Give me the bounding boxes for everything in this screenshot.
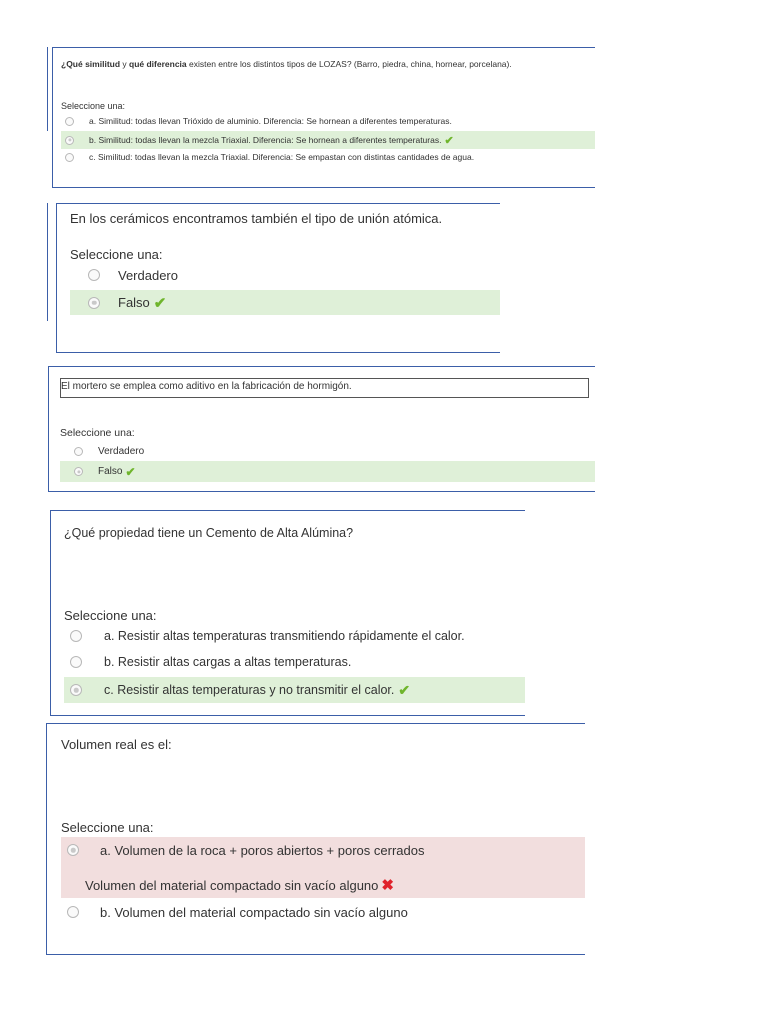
option-label: a. Similitud: todas llevan Trióxido de aluminio. Diferencia: Se hornean a diferentes temperaturas. xyxy=(89,116,452,126)
option-label: a. Volumen de la roca + poros abiertos + poros cerrados xyxy=(100,842,425,858)
question-4-option-c[interactable] xyxy=(64,677,525,703)
question-5-select-label: Seleccione una: xyxy=(61,820,154,835)
radio-button-selected[interactable] xyxy=(88,297,100,309)
question-2-text: En los cerámicos encontramos también el tipo de unión atómica. xyxy=(70,211,443,226)
cross-icon: ✖ xyxy=(381,877,394,894)
question-2-option-false[interactable] xyxy=(70,290,500,315)
option-label: Verdadero xyxy=(118,267,178,283)
radio-button-selected[interactable] xyxy=(74,467,83,476)
question-4-text: ¿Qué propiedad tiene un Cemento de Alta Alúmina? xyxy=(64,526,354,540)
question-5-panel xyxy=(0,720,768,980)
radio-button[interactable] xyxy=(65,117,74,126)
question-1-panel xyxy=(0,0,768,200)
option-label: c. Similitud: todas llevan la mezcla Triaxial. Diferencia: Se empastan con distintas cantidades de agua. xyxy=(89,152,475,162)
option-label: Falso xyxy=(98,466,123,477)
option-label: b. Resistir altas cargas a altas temperaturas. xyxy=(104,655,352,669)
radio-button[interactable] xyxy=(70,656,82,668)
radio-button[interactable] xyxy=(88,269,100,281)
question-3-panel xyxy=(0,360,768,500)
question-2-option-true[interactable] xyxy=(70,263,500,287)
checkmark-icon: ✔ xyxy=(444,134,454,147)
radio-button[interactable] xyxy=(70,630,82,642)
question-3-option-true[interactable] xyxy=(60,442,595,460)
checkmark-icon: ✔ xyxy=(398,681,411,698)
question-2-panel xyxy=(0,200,768,360)
question-3-text: El mortero se emplea como aditivo en la fabricación de hormigón. xyxy=(61,381,352,392)
question-1-option-b[interactable] xyxy=(61,131,595,149)
option-label: b. Volumen del material compactado sin vacío alguno xyxy=(100,904,408,920)
radio-button[interactable] xyxy=(67,906,79,918)
radio-button-selected[interactable] xyxy=(65,136,74,145)
question-3-option-false[interactable] xyxy=(60,461,595,482)
question-1-bold-1: ¿Qué similitud xyxy=(61,59,121,69)
feedback-text: Volumen del material compactado sin vacío alguno xyxy=(85,877,379,893)
option-label: a. Resistir altas temperaturas transmitiendo rápidamente el calor. xyxy=(104,629,465,643)
radio-button[interactable] xyxy=(65,153,74,162)
question-1-option-a[interactable] xyxy=(61,113,595,129)
question-5-option-a-block xyxy=(61,837,585,898)
option-label: c. Resistir altas temperaturas y no transmitir el calor. xyxy=(104,683,395,697)
question-1-option-c[interactable] xyxy=(61,149,595,165)
question-1-bold-2: qué diferencia xyxy=(129,59,187,69)
option-label: b. Similitud: todas llevan la mezcla Triaxial. Diferencia: Se hornean a diferentes temperaturas. xyxy=(89,135,442,145)
question-1-select-label: Seleccione una: xyxy=(61,101,126,111)
radio-button[interactable] xyxy=(74,447,83,456)
question-5-text: Volumen real es el: xyxy=(61,737,172,752)
question-2-select-label: Seleccione una: xyxy=(70,247,163,262)
checkmark-icon: ✔ xyxy=(153,294,167,312)
radio-button-selected[interactable] xyxy=(67,844,79,856)
question-1-rest: existen entre los distintos tipos de LOZAS? (Barro, piedra, china, hornear, porcelana). xyxy=(186,59,512,69)
question-4-select-label: Seleccione una: xyxy=(64,608,157,623)
option-label: Falso xyxy=(118,295,150,310)
question-1-mid: y xyxy=(120,59,130,69)
option-label: Verdadero xyxy=(98,445,145,457)
question-5-feedback xyxy=(85,875,394,895)
question-3-text-box xyxy=(60,378,589,398)
question-1-text xyxy=(61,59,512,69)
question-4-option-a[interactable] xyxy=(64,625,525,647)
question-5-option-b[interactable] xyxy=(61,901,585,923)
question-4-option-b[interactable] xyxy=(64,651,525,673)
checkmark-icon: ✔ xyxy=(125,464,136,479)
question-5-option-a[interactable] xyxy=(61,839,585,861)
question-3-select-label: Seleccione una: xyxy=(60,427,135,439)
radio-button-selected[interactable] xyxy=(70,684,82,696)
question-4-panel xyxy=(0,500,768,720)
